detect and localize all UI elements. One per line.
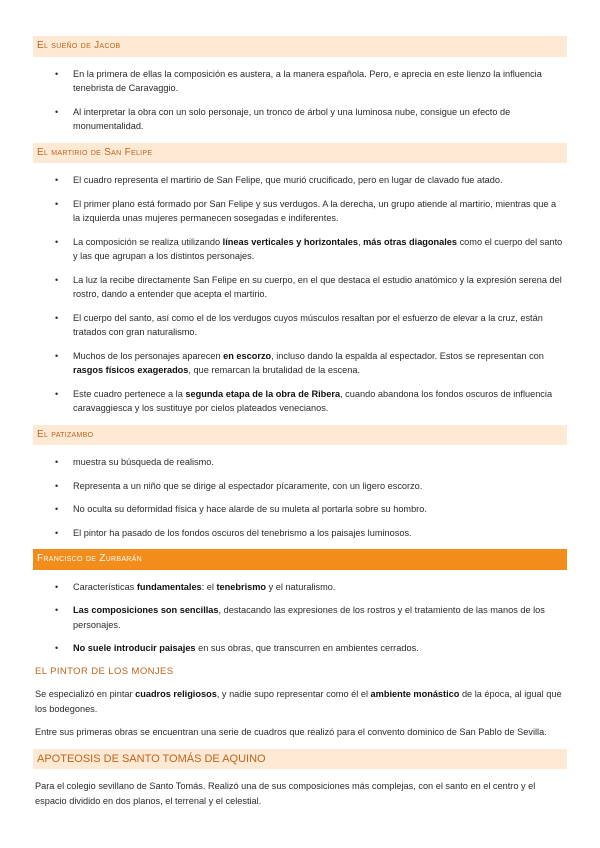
bullet-icon: • (55, 350, 59, 361)
bullet-icon: • (55, 643, 59, 653)
section-heading-zurbaran: Francisco de Zurbarán (33, 549, 567, 570)
bullet-icon: • (55, 175, 59, 185)
list-item: • No oculta su deformidad física y hace alarde de su muleta al portarla sobre su hombro. (33, 502, 567, 517)
bullet-icon: • (55, 457, 59, 467)
section-heading-apoteosis: APOTEOSIS DE SANTO TOMÁS DE AQUINO (33, 749, 567, 770)
bullet-icon: • (55, 106, 59, 117)
list-item: • Las composiciones son sencillas, destacando las expresiones de los rostros y el tratamiento de las manos de los personajes. (55, 605, 545, 630)
list-item: • La composición se realiza utilizando líneas verticales y horizontales, más otras diagonales como el cuerpo del santo y las que agrupan a los distintos personajes. (55, 236, 563, 261)
list-item: • Al interpretar la obra con un solo personaje, un tronco de árbol y una luminosa nube, consigue un efecto de monumentalidad. (55, 106, 511, 131)
list-suenio (33, 67, 567, 134)
list-item: • El primer plano está formado por San Felipe y sus verdugos. A la derecha, un grupo atiende al martirio, mientras que a la izquierda unas mujeres permanecen sosegadas e indiferentes. (55, 198, 557, 223)
section-heading-patizambo: El patizambo (33, 425, 567, 446)
list-martirio (33, 173, 567, 416)
list-item: • Representa a un niño que se dirige al espectador pícaramente, con un ligero escorzo. (33, 479, 567, 494)
bullet-icon: • (55, 236, 59, 247)
list-zurbaran (33, 580, 567, 656)
list-item: • Este cuadro pertenece a la segunda etapa de la obra de Ribera, cuando abandona los fondos oscuros de influencia caravaggiesca y los sustituye por cielos plateados venecianos. (55, 388, 553, 413)
bullet-icon: • (55, 605, 59, 615)
bullet-icon: • (55, 527, 59, 538)
list-item: • La luz la recibe directamente San Felipe en su cuerpo, en el que destaca el estudio anatómico y la expresión serena del rostro, dando a entender que acepta el martirio. (55, 274, 562, 299)
list-item: • No suele introducir paisajes en sus obras, que transcurren en ambientes cerrados. (33, 641, 567, 656)
bullet-icon: • (55, 581, 59, 592)
bullet-icon: • (55, 274, 59, 285)
paragraph-apoteosis: Para el colegio sevillano de Santo Tomás. Realizó una de sus composiciones más complejas, con el santo en el centro y el espacio dividido en dos planos, el terrenal y el celestial. (35, 781, 536, 806)
bullet-icon: • (55, 388, 59, 399)
bullet-icon: • (55, 68, 59, 79)
paragraph-monjes-1: Se especializó en pintar cuadros religiosos, y nadie supo representar como él el ambiente monástico de la época, al igual que los bodegones. (35, 689, 562, 714)
list-item: • En la primera de ellas la composición es austera, a la manera española. Pero, e aprecia en este lienzo la influencia tenebrista de Caravaggio. (55, 68, 542, 93)
list-item: • muestra su búsqueda de realismo. (33, 455, 567, 470)
list-item: • Características fundamentales: el tenebrismo y el naturalismo. (33, 580, 567, 595)
subheading-monjes: EL PINTOR DE LOS MONJES (35, 665, 174, 677)
section-heading-martirio: El martirio de San Felipe (33, 143, 567, 164)
bullet-icon: • (55, 480, 59, 491)
bullet-icon: • (55, 504, 59, 514)
section-heading-suenio: El sueño de Jacob (33, 36, 567, 57)
paragraph-monjes-2: Entre sus primeras obras se encuentran una serie de cuadros que realizó para el convento dominico de San Pablo de Sevilla. (35, 727, 547, 737)
list-item: • Muchos de los personajes aparecen en escorzo, incluso dando la espalda al espectador. Estos se representan con rasgos físicos exagerados, que remarcan la brutalidad de la escena. (55, 350, 544, 375)
bullet-icon: • (55, 312, 59, 323)
list-item: • El pintor ha pasado de los fondos oscuros del tenebrismo a los paisajes luminosos. (33, 526, 567, 541)
list-item: • El cuadro representa el martirio de San Felipe, que murió crucificado, pero en lugar de clavado fue atado. (33, 173, 567, 188)
list-item: • El cuerpo del santo, así como el de los verdugos cuyos músculos resaltan por el esfuerzo de elevar a la cruz, están tratados con gran naturalismo. (55, 312, 543, 337)
list-patizambo (33, 455, 567, 540)
bullet-icon: • (55, 198, 59, 209)
